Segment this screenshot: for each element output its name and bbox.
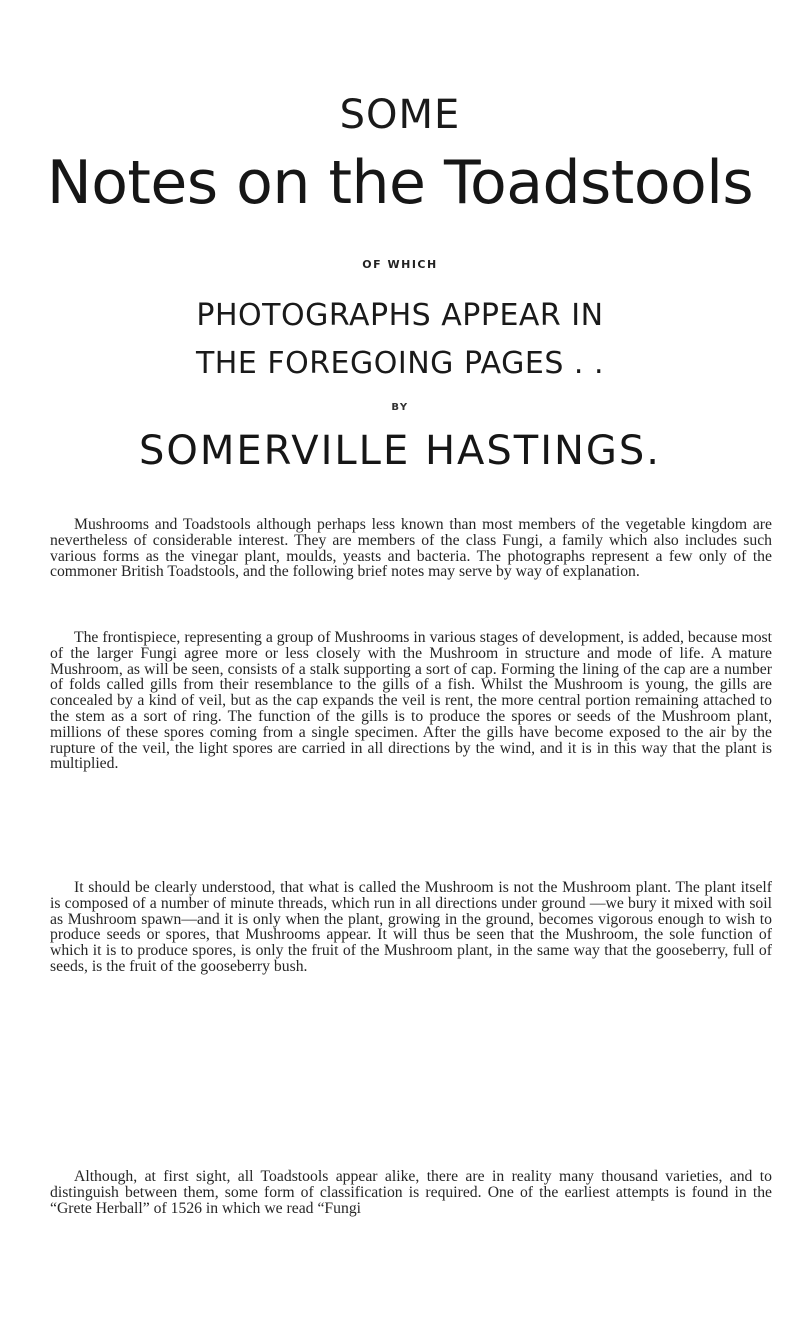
body-paragraph: Mushrooms and Toadstools although perhaps less known than most members of the vegetable kingdom are nevertheless of considerable interest. They are members of the class Fungi, a family which also includes such various forms as the vinegar plant, moulds, yeasts and bacteria. The photographs represent a few only of the commoner British Toadstools, and the following brief notes may serve by way of explanation.	[50, 516, 772, 581]
page-title: Notes on the Toadstools	[46, 148, 754, 218]
body-paragraph: It should be clearly understood, that what is called the Mushroom is not the Mushroom plant. The plant itself is composed of a number of minute threads, which run in all directions under ground —we bury it mixed with soil as Mushroom spawn—and it is only when the plant, growing in the ground, becomes vigorous enough to wish to produce seeds or spores, that Mushrooms appear. It will thus be seen that the Mushroom, the sole function of which it is to produce spores, is only the fruit of the Mushroom plant, in the same way that the gooseberry, full of seeds, is the fruit of the gooseberry bush.	[50, 879, 772, 975]
body-paragraph: Although, at first sight, all Toadstools appear alike, there are in reality many thousand varieties, and to distinguish between them, some form of classification is required. One of the earliest attempts is found in the “Grete Herball” of 1526 in which we read “Fungi	[50, 1168, 772, 1217]
subtitle-line-2: THE FOREGOING PAGES . .	[195, 346, 605, 381]
body-paragraph: The frontispiece, representing a group of Mushrooms in various stages of development, is added, because most of the larger Fungi agree more or less closely with the Mushroom in structure and mode of life. A mature Mushroom, as will be seen, consists of a stalk supporting a sort of cap. Forming the lining of the cap are a number of folds called gills from their resemblance to the gills of a fish. Whilst the Mushroom is young, the gills are concealed by a kind of veil, but as the cap expands the veil is rent, the more central portion remaining attached to the stem as a sort of ring. The function of the gills is to produce the spores or seeds of the Mushroom plant, millions of these spores coming from a single specimen. After the gills have become exposed to the air by the rupture of the veil, the light spores are carried in all directions by the wind, and it is in this way that the plant is multiplied.	[50, 629, 772, 773]
title-connector: OF WHICH	[362, 258, 438, 271]
subtitle-line-1: PHOTOGRAPHS APPEAR IN	[196, 298, 604, 333]
title-prefix: SOME	[339, 92, 461, 138]
byline-label: BY	[391, 402, 409, 413]
author-name: SOMERVILLE HASTINGS.	[138, 428, 662, 474]
